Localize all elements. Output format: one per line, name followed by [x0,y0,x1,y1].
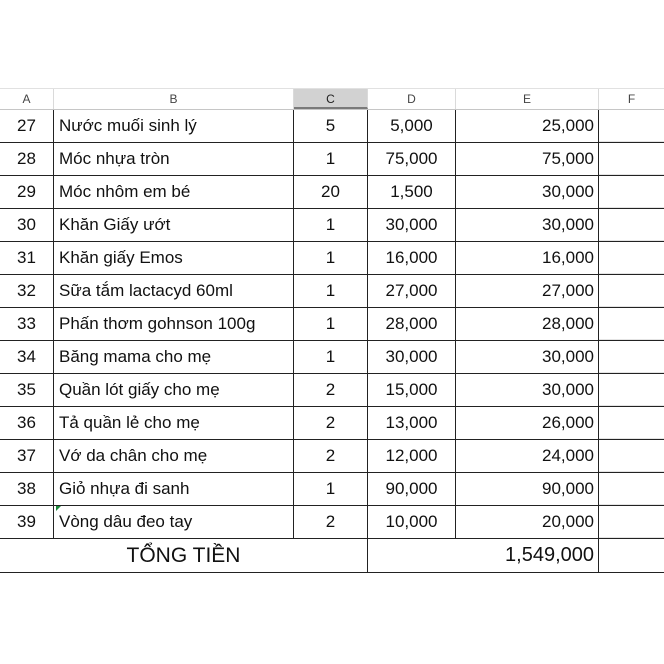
line-total-cell[interactable]: 30,000 [456,374,599,406]
comment-marker-icon [56,506,61,511]
line-total-cell[interactable]: 28,000 [456,308,599,340]
item-name-cell[interactable]: Móc nhựa tròn [54,143,294,175]
quantity-cell[interactable]: 1 [294,209,368,241]
cell-f[interactable] [599,110,664,142]
unit-price-cell[interactable]: 90,000 [368,473,456,505]
row-number-cell[interactable]: 30 [0,209,54,241]
unit-price-cell[interactable]: 27,000 [368,275,456,307]
row-number-cell[interactable]: 33 [0,308,54,340]
total-value-cell[interactable]: 1,549,000 [368,539,599,572]
line-total-cell[interactable]: 30,000 [456,209,599,241]
line-total-cell[interactable]: 26,000 [456,407,599,439]
item-name-cell[interactable]: Quần lót giấy cho mẹ [54,374,294,406]
cell-f[interactable] [599,440,664,472]
column-header-d[interactable]: D [368,89,456,109]
cell-f[interactable] [599,308,664,340]
cell-f[interactable] [599,143,664,175]
row-number-cell[interactable]: 39 [0,506,54,538]
total-label-cell[interactable]: TỔNG TIỀN [0,539,368,572]
column-header-e[interactable]: E [456,89,599,109]
line-total-cell[interactable]: 30,000 [456,341,599,373]
table-body [0,110,664,539]
quantity-cell[interactable]: 20 [294,176,368,208]
table-row [0,341,664,374]
line-total-cell[interactable]: 75,000 [456,143,599,175]
item-name-cell[interactable]: Giỏ nhựa đi sanh [54,473,294,505]
unit-price-cell[interactable]: 5,000 [368,110,456,142]
item-name-cell[interactable]: Băng mama cho mẹ [54,341,294,373]
row-number-cell[interactable]: 35 [0,374,54,406]
table-row [0,440,664,473]
quantity-cell[interactable]: 2 [294,506,368,538]
column-header-row [0,88,664,110]
table-row [0,242,664,275]
row-number-cell[interactable]: 31 [0,242,54,274]
quantity-cell[interactable]: 5 [294,110,368,142]
quantity-cell[interactable]: 1 [294,242,368,274]
table-row [0,308,664,341]
unit-price-cell[interactable]: 30,000 [368,209,456,241]
line-total-cell[interactable]: 30,000 [456,176,599,208]
item-name-cell[interactable]: Khăn giấy Emos [54,242,294,274]
line-total-cell[interactable]: 16,000 [456,242,599,274]
row-number-cell[interactable]: 27 [0,110,54,142]
column-header-a[interactable]: A [0,89,54,109]
line-total-cell[interactable]: 25,000 [456,110,599,142]
item-name-cell[interactable]: Vòng dâu đeo tay [54,506,294,538]
unit-price-cell[interactable]: 15,000 [368,374,456,406]
quantity-cell[interactable]: 1 [294,275,368,307]
table-row [0,110,664,143]
unit-price-cell[interactable]: 12,000 [368,440,456,472]
unit-price-cell[interactable]: 10,000 [368,506,456,538]
cell-f[interactable] [599,242,664,274]
table-row [0,275,664,308]
row-number-cell[interactable]: 37 [0,440,54,472]
row-number-cell[interactable]: 36 [0,407,54,439]
unit-price-cell[interactable]: 13,000 [368,407,456,439]
unit-price-cell[interactable]: 75,000 [368,143,456,175]
cell-f[interactable] [599,176,664,208]
table-row [0,473,664,506]
total-row [0,539,664,573]
line-total-cell[interactable]: 24,000 [456,440,599,472]
item-name-cell[interactable]: Vớ da chân cho mẹ [54,440,294,472]
table-row [0,176,664,209]
line-total-cell[interactable]: 90,000 [456,473,599,505]
column-header-c[interactable]: C [294,89,368,109]
unit-price-cell[interactable]: 30,000 [368,341,456,373]
line-total-cell[interactable]: 20,000 [456,506,599,538]
table-row [0,143,664,176]
unit-price-cell[interactable]: 1,500 [368,176,456,208]
cell-f[interactable] [599,506,664,538]
row-number-cell[interactable]: 34 [0,341,54,373]
cell-f[interactable] [599,209,664,241]
cell-f-total[interactable] [599,539,664,572]
cell-f[interactable] [599,275,664,307]
quantity-cell[interactable]: 1 [294,473,368,505]
item-name-cell[interactable]: Khăn Giấy ướt [54,209,294,241]
quantity-cell[interactable]: 1 [294,308,368,340]
quantity-cell[interactable]: 2 [294,374,368,406]
column-header-b[interactable]: B [54,89,294,109]
row-number-cell[interactable]: 32 [0,275,54,307]
cell-f[interactable] [599,341,664,373]
row-number-cell[interactable]: 38 [0,473,54,505]
line-total-cell[interactable]: 27,000 [456,275,599,307]
table-row [0,374,664,407]
item-name-cell[interactable]: Tả quần lẻ cho mẹ [54,407,294,439]
cell-f[interactable] [599,407,664,439]
table-row [0,506,664,539]
column-header-f[interactable]: F [627,92,636,106]
quantity-cell[interactable]: 2 [294,407,368,439]
item-name-cell[interactable]: Sữa tắm lactacyd 60ml [54,275,294,307]
cell-f[interactable] [599,473,664,505]
row-number-cell[interactable]: 28 [0,143,54,175]
quantity-cell[interactable]: 2 [294,440,368,472]
item-name-cell[interactable]: Nước muối sinh lý [54,110,294,142]
row-number-cell[interactable]: 29 [0,176,54,208]
unit-price-cell[interactable]: 28,000 [368,308,456,340]
quantity-cell[interactable]: 1 [294,143,368,175]
item-name-cell[interactable]: Phấn thơm gohnson 100g [54,308,294,340]
unit-price-cell[interactable]: 16,000 [368,242,456,274]
spreadsheet [0,88,664,573]
table-row [0,407,664,440]
quantity-cell[interactable]: 1 [294,341,368,373]
item-name-cell[interactable]: Móc nhôm em bé [54,176,294,208]
table-row [0,209,664,242]
cell-f[interactable] [599,374,664,406]
